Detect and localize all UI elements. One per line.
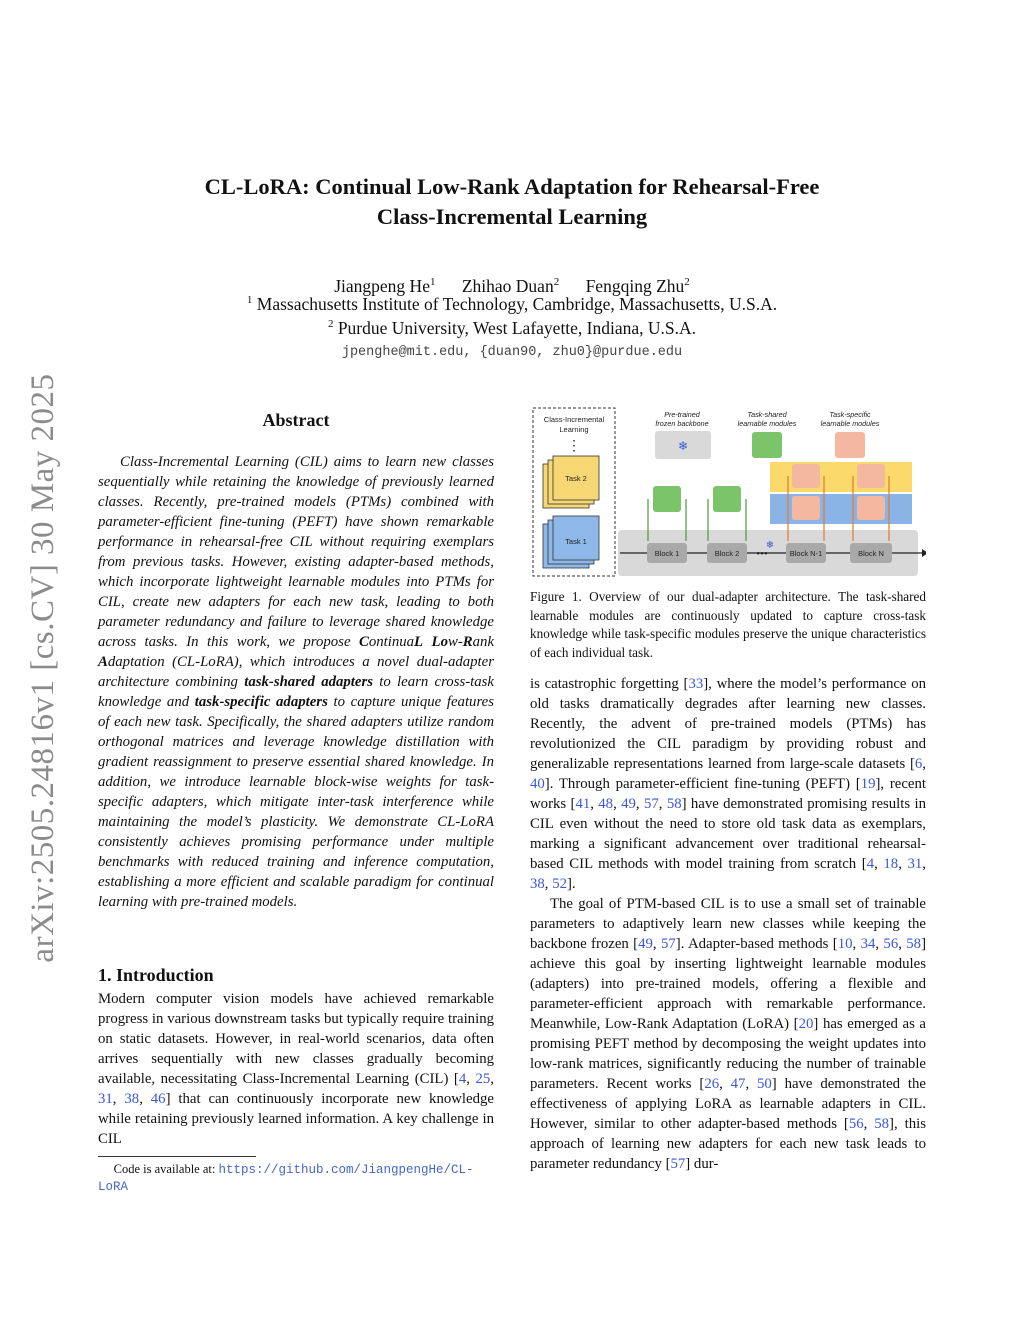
paragraph: The goal of PTM-based CIL is to use a small set of trainable parameters to adaptively learn new classes while keeping the backbone frozen [49, 57]. Adapter-based methods [10, 34, 56, 58] achieve this goal by inserting lightweight learnable modules (adapters) into pre-trained models, offering a flexible and parameter-efficient approach with remarkable performance. Meanwhile, Low-Rank Adaptation (LoRA) [20] has emerged as a promising PEFT method by decomposing the weight updates into low-rank matrices, significantly reducing the number of trainable parameters. Recent works [26, 47, 50] have demonstrated the effectiveness of applying LoRA as learnable adapters in CIL. However, similar to other adapter-based methods [56, 58], this approach of learning new adapters for each new task leads to parameter redundancy [57] dur- <box>530 896 927 1172</box>
citation-link[interactable]: 48 <box>598 796 614 812</box>
citation-link[interactable]: 19 <box>860 776 876 792</box>
abstract-heading: Abstract <box>262 410 330 430</box>
affiliation-1: $^1$ Massachusetts Institute of Technology, Cambridge, Massachusetts, U.S.A. <box>246 294 778 314</box>
ellipsis-icon: ••• <box>756 548 768 560</box>
specific-module <box>857 464 885 488</box>
introduction-body: Modern computer vision models have achieved remarkable progress in various downstream tasks but typically require training on static datasets. However, in real-world scenarios, data often arrives sequentially with new classes gradually becoming available, necessitating Class-Incremental Learning (CIL) [4, 25, 31, 38, 46] that can continuously incorporate new knowledge while retaining previously learned information. A key challenge in CIL <box>98 991 494 1147</box>
citation-link[interactable]: 57 <box>643 796 659 812</box>
paragraph: is catastrophic forgetting [33], where the model’s performance on old tasks dramatically degrades after learning new classes. Recently, the advent of pre-trained models (PTMs) has revolutionized the CIL paradigm by providing robust and generalizable representations learned from large-scale datasets [6, 40]. Through parameter-efficient fine-tuning (PEFT) [19], recent works [41, 48, 49, 57, 58] have demonstrated promising results in CIL even without the need to store old task data as exemplars, marking a significant advancement over traditional rehearsal-based CIL methods with model training from scratch [4, 18, 31, 38, 52]. <box>530 676 927 892</box>
legend-specific-box <box>835 432 865 458</box>
legend-pretrained-1: Pre-trained <box>664 410 700 419</box>
citation-link[interactable]: 49 <box>621 796 636 812</box>
citation-link[interactable]: 31 <box>98 1091 113 1107</box>
legend-specific-2: learnable modules <box>820 419 880 428</box>
citation-link[interactable]: 4 <box>458 1071 467 1087</box>
citation-link[interactable]: 47 <box>730 1076 746 1092</box>
shared-module <box>713 486 741 512</box>
citation-link[interactable]: 38 <box>530 876 545 892</box>
figure-1-caption: Figure 1. Overview of our dual-adapter architecture. The task-shared learnable modules are continuously updated to capture cross-task knowledge while task-specific modules preserve the unique characteristics of each individual task. <box>530 589 926 660</box>
task2-label: Task 2 <box>565 474 587 483</box>
legend-shared-box <box>752 432 782 458</box>
cil-label-1: Class-Incremental <box>543 415 605 424</box>
citation-link[interactable]: 49 <box>638 936 653 952</box>
specific-module <box>857 496 885 520</box>
citation-link[interactable]: 25 <box>475 1071 491 1087</box>
citation-link[interactable]: 58 <box>666 796 682 812</box>
footnote: Code is available at: https://github.com/JiangpengHe/CL-LoRA <box>98 1162 474 1194</box>
title-line-2: Class-Incremental Learning <box>376 204 648 229</box>
snowflake-icon: ❄ <box>677 439 689 453</box>
citation-link[interactable]: 38 <box>124 1091 140 1107</box>
task1-band <box>770 494 912 524</box>
footnote-rule <box>98 1156 256 1157</box>
citation-link[interactable]: 34 <box>860 936 876 952</box>
arrow-head-icon <box>922 549 926 557</box>
author: Fengqing Zhu$^2$ <box>585 275 690 296</box>
citation-link[interactable]: 10 <box>837 936 853 952</box>
emphasis-specific: task-specific adapters <box>194 694 328 710</box>
legend-pretrained-2: frozen backbone <box>655 419 709 428</box>
legend-shared-2: learnable modules <box>737 419 797 428</box>
emphasis-shared: task-shared adapters <box>244 674 373 690</box>
arxiv-stamp: arXiv:2505.24816v1 [cs.CV] 30 May 2025 <box>25 373 61 963</box>
citation-link[interactable]: 40 <box>530 776 545 792</box>
specific-module <box>792 496 820 520</box>
citation-link[interactable]: 4 <box>866 856 875 872</box>
cil-label-2: Learning <box>559 425 589 434</box>
author: Zhihao Duan$^2$ <box>461 275 560 296</box>
citation-link[interactable]: 41 <box>575 796 591 812</box>
citation-link[interactable]: 18 <box>883 856 899 872</box>
architecture-diagram <box>530 404 926 584</box>
citation-link[interactable]: 57 <box>660 936 676 952</box>
block-n-label: Block N <box>858 549 884 558</box>
section-heading-introduction: 1. Introduction <box>98 965 214 985</box>
citation-link[interactable]: 6 <box>914 756 923 772</box>
legend-specific-1: Task-specific <box>829 410 871 419</box>
right-column-body <box>530 674 926 1174</box>
figure-1 <box>530 404 926 584</box>
citation-link[interactable]: 56 <box>848 1116 864 1132</box>
citation-link[interactable]: 57 <box>670 1156 686 1172</box>
abstract-body: Class-Incremental Learning (CIL) aims to learn new classes sequentially while retaining the knowledge of previously learned classes. Recently, pre-trained models (PTMs) combined with parameter-efficient fine-tuning (PEFT) have shown remarkable performance in rehearsal-free CIL without requiring exemplars from previous tasks. However, existing adapter-based methods, which incorporate lightweight learnable modules into PTMs for CIL, create new adapters for each new task, leading to both parameter redundancy and failure to leverage shared knowledge across tasks. In this work, we propose ContinuaL Low-Rank Adaptation (CL-LoRA), which introduces a novel dual-adapter architecture combining task-shared adapters to learn cross-task knowledge and task-specific adapters to capture unique features of each new task. Specifically, the shared adapters utilize random orthogonal matrices and leverage knowledge distillation with gradient reassignment to preserve essential shared knowledge. In addition, we introduce learnable block-wise weights for task-specific adapters, which mitigate inter-task interference while maintaining the model’s plasticity. We demonstrate CL-LoRA consistently achieves promising performance under multiple benchmarks with reduced training and inference computation, establishing a more efficient and scalable paradigm for continual learning with pre-trained models. <box>98 454 495 910</box>
citation-link[interactable]: 46 <box>150 1091 166 1107</box>
citation-link[interactable]: 20 <box>798 1016 814 1032</box>
block-n-1-label: Block N-1 <box>789 549 823 558</box>
author-emails: jpenghe@mit.edu, {duan90, zhu0}@purdue.edu <box>341 345 683 360</box>
paper-title <box>100 172 924 232</box>
citation-link[interactable]: 58 <box>906 936 922 952</box>
citation-link[interactable]: 31 <box>907 856 923 872</box>
citation-link[interactable]: 56 <box>883 936 899 952</box>
affiliation-2: $^2$ Purdue University, West Lafayette, Indiana, U.S.A. <box>327 318 697 338</box>
title-line-1: CL-LoRA: Continual Low-Rank Adaptation for Rehearsal-Free <box>204 174 820 199</box>
author: Jiangpeng He$^1$ <box>334 275 436 296</box>
task2-band <box>770 462 912 492</box>
citation-link[interactable]: 33 <box>688 676 704 692</box>
snowflake-icon: ❄ <box>765 540 775 551</box>
code-link[interactable]: https://github.com/JiangpengHe/CL-LoRA <box>98 1163 474 1194</box>
citation-link[interactable]: 58 <box>874 1116 890 1132</box>
citation-link[interactable]: 26 <box>704 1076 720 1092</box>
citation-link[interactable]: 50 <box>757 1076 772 1092</box>
block-1-label: Block 1 <box>654 549 680 558</box>
task1-label: Task 1 <box>565 537 587 546</box>
citation-link[interactable]: 52 <box>552 876 567 892</box>
legend-shared-1: Task-shared <box>747 410 787 419</box>
vertical-dots-icon: ⋮ <box>567 439 581 454</box>
shared-module <box>653 486 681 512</box>
block-2-label: Block 2 <box>714 549 740 558</box>
specific-module <box>792 464 820 488</box>
